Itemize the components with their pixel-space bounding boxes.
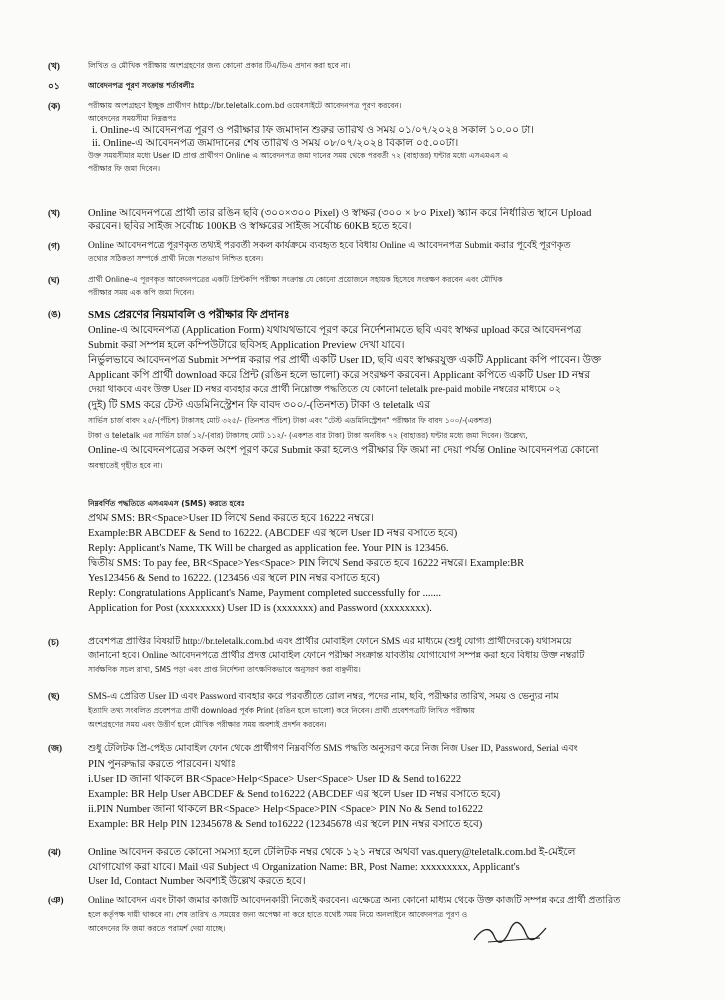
text-line: Application for Post (xxxxxxxx) User ID is (xxxxxxx) and Password (xxxxxxxx). bbox=[88, 603, 432, 614]
section-body bbox=[88, 894, 685, 936]
text-line: Reply: Applicant's Name, TK Will be charged as application fee. Your PIN is 123456. bbox=[88, 543, 449, 554]
section-mark: ০১ bbox=[48, 81, 60, 91]
text-line: যোগাযোগ করা যাবে। Mail এর Subject এ Organization Name: BR, Post Name: xxxxxxxxx, Applicant's bbox=[88, 861, 520, 873]
section-body bbox=[88, 100, 685, 175]
text-line: তথ্যের সঠিকতা সম্পর্কে প্রার্থী নিজে শতভাগ নিশ্চিত হবেন। bbox=[88, 253, 264, 263]
section-heading: নিম্নবর্ণিত পদ্ধতিতে এসএমএস (SMS) করতে হবেঃ bbox=[88, 499, 245, 508]
text-line: হলে কর্তৃপক্ষ দায়ী থাকবে না। শেষ তারিখ ও সময়ের জন্য অপেক্ষা না করে হাতে যথেষ্ট সময় নিয়ে অনলাইনে আবেদনপত্র পূরণ ও bbox=[88, 910, 468, 919]
text-line: সার্বক্ষণিক সচল রাখা, SMS পড়া এবং প্রাপ্ত নির্দেশনা তাৎক্ষণিকভাবে অনুসরণ করা বাঞ্ছনীয়। bbox=[88, 665, 361, 674]
text-line: Online-এ আবেদনপত্র (Application Form) যথাযথভাবে পূরণ করে নির্দেশনামতে ছবি এবং স্বাক্ষর upload করে আবেদনপত্র bbox=[88, 325, 582, 336]
section-mark: (ঙ) bbox=[48, 309, 61, 319]
text-line: Online আবেদন এবং টাকা জমার কাজটি আবেদনকারী নিজেই করবেন। এক্ষেত্রে অন্য কোনো মাধ্যম থেকে উক্ত কাজটি সম্পন্ন করে প্রার্থী প্রতারিত bbox=[88, 896, 621, 906]
text-line: (দুই) টি SMS করে টেস্ট এডমিনিস্ট্রেশন ফি বাবদ ৩০০/-(তিনশত) টাকা ও teletalk এর bbox=[88, 400, 431, 411]
signature bbox=[470, 918, 550, 953]
text-line: আবেদনের সময়সীমা নিম্নরূপঃ bbox=[88, 113, 177, 123]
text-line: ii.PIN Number জানা থাকলে BR<Space> Help<Space>PIN <Space> PIN No & Send to16222 bbox=[88, 804, 484, 815]
text-line: Submit করা সম্পন্ন হলে কম্পিউটারে ছবিসহ Application Preview দেখা যাবে। bbox=[88, 340, 405, 351]
section-body bbox=[88, 80, 685, 92]
text-line: দ্বিতীয় SMS: To pay fee, BR<Space>Yes<Space> PIN লিখে Send করতে হবে 16222 নম্বরে। Example:BR bbox=[88, 558, 525, 569]
section-mark: (ক) bbox=[48, 101, 61, 111]
text-line: জানানো হবে। Online আবেদনপত্রে প্রার্থীর প্রদত্ত মোবাইল ফোনে পরীক্ষা সংক্রান্ত যাবতীয় যোগাযোগ সম্পন্ন করা হবে বিধায় উক্ত নম্বরটি bbox=[88, 650, 585, 661]
section-body bbox=[88, 240, 685, 265]
text-line: টাকা ও teletalk এর সার্ভিস চার্জ ১২/-(বার) টাকাসহ মোট ১১২/- (একশত বার টাকা) টাকা অনধিক ৭২ (বাহাত্তর) ঘন্টার মধ্যে জমা দিবেন। উল্লেখ্য, bbox=[88, 431, 528, 440]
text-line: User Id, Contact Number অবশ্যই উল্লেখ করতে হবে। bbox=[88, 876, 306, 887]
section-body bbox=[88, 846, 685, 890]
section-mark: (গ) bbox=[48, 241, 60, 251]
section-body bbox=[88, 274, 685, 299]
text-line: অবস্থাতেই গৃহীত হবে না। bbox=[88, 461, 163, 470]
text-line: প্রার্থী Online-এ পূরণকৃত আবেদনপত্রের একটি প্রিন্টকপি পরীক্ষা সংক্রান্ত যে কোনো প্রয়োজনে সহায়ক হিসেবে সংরক্ষণ করবেন এবং মৌখিক bbox=[88, 275, 503, 284]
text-line: আবেদনের ফি জমা করতে পরামর্শ দেয়া যাচ্ছে। bbox=[88, 924, 226, 933]
section-body bbox=[88, 690, 685, 732]
text-line: Yes123456 & Send to 16222. (123456 এর স্থলে PIN নম্বর বসাতে হবে) bbox=[88, 573, 380, 584]
text-line: পরীক্ষার সময় এক কপি জমা দিবেন। bbox=[88, 287, 195, 297]
section-mark: (ঘ) bbox=[48, 275, 60, 285]
section-mark: (ঝ) bbox=[48, 847, 61, 857]
section-mark: (ছ) bbox=[48, 691, 60, 701]
section-mark: (জ) bbox=[48, 743, 63, 753]
text-line: Applicant কপি প্রার্থী download করে প্রিন্ট (রঙিন হলে ভালো) করে সংরক্ষণ করবেন। Applicant কপিতে একটি User ID নম্বর bbox=[88, 370, 591, 381]
text-line: পরীক্ষার ফি জমা দিবেন। bbox=[88, 163, 160, 173]
text-line: প্রথম SMS: BR<Space>User ID লিখে Send করতে হবে 16222 নম্বরে। bbox=[88, 513, 375, 524]
text-line: i.User ID জানা থাকলে BR<Space>Help<Space> User<Space> User ID & Send to16222 bbox=[88, 774, 462, 785]
text-line: Example: BR Help User ABCDEF & Send to16222 (ABCDEF এর স্থলে User ID নম্বর বসাতে হবে) bbox=[88, 789, 501, 800]
text-line: উক্ত সময়সীমার মধ্যে User ID প্রাপ্ত প্রার্থীগণ Online এ আবেদনপত্র জমা দানের সময় থেকে পরবর্তী ৭২ (বাহাত্তর) ঘন্টার মধ্যে এসএমএস এ bbox=[88, 151, 509, 160]
text-line: SMS-এ প্রেরিত User ID এবং Password ব্যবহার করে পরবর্তীতে রোল নম্বর, পদের নাম, ছবি, পরীক্ষার তারিখ, সময় ও ভেন্যুর নাম bbox=[88, 692, 559, 702]
text-line: Example:BR ABCDEF & Send to 16222. (ABCDEF এর স্থলে User ID নম্বর বসাতে হবে) bbox=[88, 528, 458, 539]
text-line: প্রবেশপত্র প্রাপ্তির বিষয়টি http://br.teletalk.com.bd এবং প্রার্থীর মোবাইল ফোনে SMS এর মাধ্যমে (শুধু যোগ্য প্রার্থীদেরকে) যথাসময়ে bbox=[88, 637, 572, 647]
text-line: শুধু টেলিটক প্রি-পেইড মোবাইল ফোন থেকে প্রার্থীগণ নিম্নবর্ণিত SMS পদ্ধতি অনুসরণ করে নিজ নিজ User ID, Password, Serial এবং bbox=[88, 744, 578, 754]
text-line: দেয়া থাকবে এবং উক্ত User ID নম্বর ব্যবহার করে প্রার্থী নিম্নোক্ত পদ্ধতিতে যে কোনো teletalk pre-paid mobile নম্বরের মাধ্যমে ০২ bbox=[88, 385, 561, 395]
section-body bbox=[88, 742, 685, 832]
section-heading: SMS প্রেরণের নিয়মাবলি ও পরীক্ষার ফি প্রদানঃ bbox=[88, 309, 290, 321]
text-line: সার্ভিস চার্জ বাবদ ২৫/-(পঁচিশ) টাকাসহ মোট ৩২৫/- (তিনশত পঁচিশ) টাকা এবং "টেস্ট এডমিনিস্ট্রেশন" পরীক্ষার ফি বাবদ ১০০/-(একশত) bbox=[88, 416, 492, 425]
section-mark: (চ) bbox=[48, 637, 59, 647]
text-line: অংশগ্রহণের সময় এবং উত্তীর্ণ হলে মৌখিক পরীক্ষার সময় অবশ্যই প্রদর্শন করবেন। bbox=[88, 720, 327, 729]
text-line: ইত্যাদি তথ্য সংবলিত প্রবেশপত্র প্রার্থী download পূর্বক Print (রঙিন হলে ভালো) করে নিবেন। প্রার্থী প্রবেশপত্রটি লিখিত পরীক্ষায় bbox=[88, 706, 475, 715]
section-mark: (খ) bbox=[48, 61, 60, 71]
text-line: পরীক্ষায় অংশগ্রহণে ইচ্ছুক প্রার্থীগণ http://br.teletalk.com.bd ওয়েবসাইটে আবেদনপত্র পূরণ করবেন। bbox=[88, 101, 402, 110]
section-heading: আবেদনপত্র পূরণ সংক্রান্ত শর্তাবলীঃ bbox=[88, 81, 195, 90]
text-line: Online আবেদনপত্রে পূরণকৃত তথ্যই পরবর্তী সকল কার্যক্রমে ব্যবহৃত হবে বিধায় Online এ আবেদনপত্র Submit করার পূর্বেই পূরণকৃত bbox=[88, 241, 571, 251]
text-line: Example: BR Help PIN 12345678 & Send to16222 (12345678 এর স্থলে PIN নম্বর বসাতে হবে) bbox=[88, 819, 483, 830]
text-line: Online আবেদন করতে কোনো সমস্যা হলে টেলিটক নম্বর থেকে ১২১ নম্বরে অথবা vas.query@teletalk.com.bd ই-মেইলে bbox=[88, 847, 576, 858]
text-line: Online আবেদনপত্রে প্রার্থী তার রঙিন ছবি (৩০০×৩০০ Pixel) ও স্বাক্ষর (৩০০ × ৮০ Pixel) স্ক্যান করে নির্ধারিত স্থানে Upload bbox=[88, 208, 592, 219]
text-line: Reply: Congratulations Applicant's Name, Payment completed successfully for ....... bbox=[88, 588, 441, 599]
section-body bbox=[88, 496, 685, 616]
section-body bbox=[88, 308, 685, 473]
text-line: ii. Online-এ আবেদনপত্র জমাদানের শেষ তারিখ ও সময় ০৮/০৭/২০২৪ বিকাল ০৫.০০টা। bbox=[92, 137, 459, 149]
text-line: Online-এ আবেদনপত্রের সকল অংশ পূরণ করে Submit করা হলেও পরীক্ষার ফি জমা না দেয়া পর্যন্ত Online আবেদনপত্র কোনো bbox=[88, 445, 599, 456]
text-line: PIN পুনরুদ্ধার করতে পারবেন। যথাঃ bbox=[88, 759, 237, 770]
section-body bbox=[88, 636, 685, 677]
section-mark: (খ) bbox=[48, 208, 60, 218]
section-body bbox=[88, 60, 685, 72]
text-line: নির্ভুলভাবে আবেদনপত্র Submit সম্পন্ন করার পর প্রার্থী একটি User ID, ছবি এবং স্বাক্ষরযুক্ত একটি Applicant কপি পাবেন। উক্ত bbox=[88, 355, 602, 366]
signature-scribble bbox=[470, 918, 550, 948]
text-line: i. Online-এ আবেদনপত্র পূরণ ও পরীক্ষার ফি জমাদান শুরুর তারিখ ও সময় ০১/০৭/২০২৪ সকাল ১০.০০ টা। bbox=[92, 125, 535, 136]
section-mark: (ঞ) bbox=[48, 895, 64, 905]
section-body bbox=[88, 207, 685, 233]
text-line: লিখিত ও মৌখিক পরীক্ষায় অংশগ্রহণের জন্য কোনো প্রকার টিএ/ডিএ প্রদান করা হবে না। bbox=[88, 61, 351, 70]
text-line: করবেন। ছবির সাইজ সর্বোচ্চ 100KB ও স্বাক্ষরের সাইজ সর্বোচ্চ 60KB হতে হবে। bbox=[88, 221, 412, 232]
